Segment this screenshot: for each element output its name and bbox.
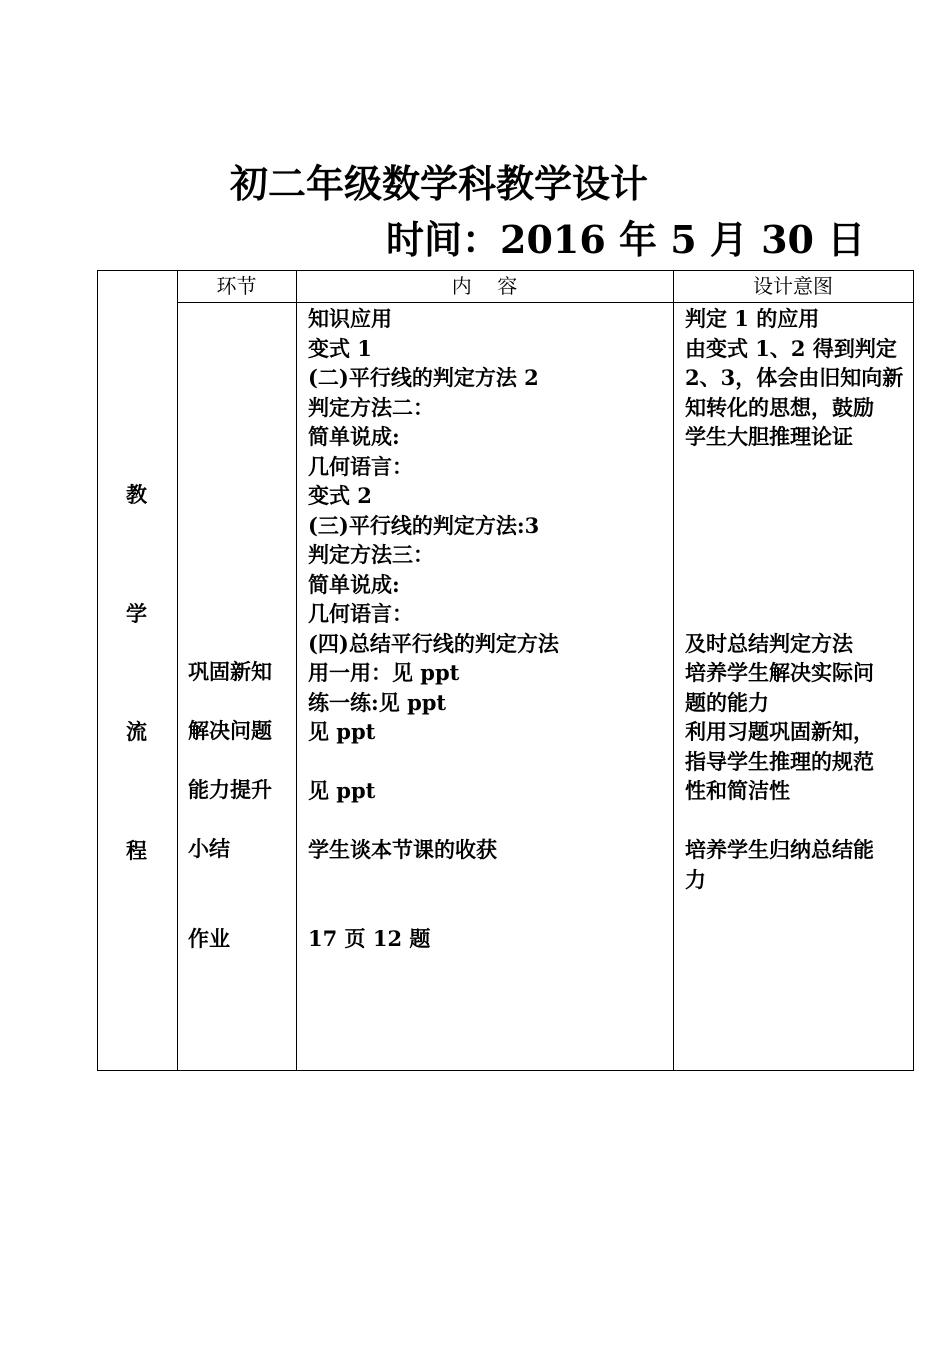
content-line <box>308 865 668 895</box>
lesson-plan-table <box>97 270 914 1071</box>
intent-line: 学生大胆推理论证 <box>685 424 853 449</box>
content-line: 变式 1 <box>308 335 372 361</box>
intent-line: 由变式 1、2 得到判定 <box>685 335 897 361</box>
content-line: 见 ppt <box>308 778 376 803</box>
intent-line: 培养学生归纳总结能 <box>685 837 874 862</box>
header-divider <box>177 302 913 303</box>
intent-line <box>685 481 910 511</box>
intent-column <box>685 304 910 894</box>
content-line: (四)总结平行线的判定方法 <box>308 630 559 656</box>
content-line: 见 ppt <box>308 719 376 744</box>
intent-line <box>685 599 910 629</box>
intent-line <box>685 570 910 600</box>
intent-line: 力 <box>685 866 706 892</box>
content-line <box>308 806 668 836</box>
content-line: 判定方法二： <box>308 394 434 420</box>
side-label-char: 教 <box>126 482 147 507</box>
stage-label: 作业 <box>188 926 230 951</box>
content-line: (二)平行线的判定方法 2 <box>308 365 539 390</box>
intent-line: 知转化的思想，鼓励 <box>685 394 874 420</box>
stage-label: 能力提升 <box>188 777 272 802</box>
content-line: 几何语言： <box>308 453 413 479</box>
intent-line: 2、3，体会由旧知向新 <box>685 365 904 390</box>
header-content: 内 容 <box>451 274 518 298</box>
intent-line: 性和简洁性 <box>685 778 790 803</box>
date-line: 时间：2016 年 5 月 30 日 <box>386 217 866 262</box>
content-line: 判定方法三： <box>308 542 434 567</box>
column-divider <box>177 271 178 1070</box>
intent-line: 指导学生推理的规范 <box>685 748 874 774</box>
content-line: 变式 2 <box>308 483 372 508</box>
side-label-char: 学 <box>126 601 147 626</box>
content-column <box>308 304 668 953</box>
intent-line: 利用习题巩固新知， <box>685 719 874 744</box>
intent-line: 培养学生解决实际问 <box>685 660 874 685</box>
intent-line <box>685 452 910 482</box>
content-line: 几何语言： <box>308 601 413 626</box>
side-label-char: 流 <box>126 719 147 744</box>
header-intent: 设计意图 <box>753 274 833 298</box>
content-line: (三)平行线的判定方法:3 <box>308 512 540 538</box>
content-line <box>308 894 668 924</box>
intent-line <box>685 511 910 541</box>
content-line: 知识应用 <box>308 306 392 331</box>
content-line: 练一练:见 ppt <box>308 689 447 715</box>
content-line: 17 页 12 题 <box>308 925 431 951</box>
header-stage: 环节 <box>216 274 257 298</box>
content-line <box>308 747 668 777</box>
column-divider <box>673 271 674 1070</box>
intent-line: 判定 1 的应用 <box>685 306 820 331</box>
intent-line <box>685 540 910 570</box>
stage-label: 巩固新知 <box>188 659 272 684</box>
content-line: 用一用：见 ppt <box>308 660 460 685</box>
column-divider <box>296 271 297 1070</box>
content-line: 简单说成: <box>308 571 400 597</box>
intent-line: 题的能力 <box>685 689 769 715</box>
stage-label: 解决问题 <box>188 718 272 743</box>
intent-line <box>685 806 910 836</box>
content-line: 简单说成: <box>308 424 400 449</box>
intent-line: 及时总结判定方法 <box>685 630 853 656</box>
stage-label: 小结 <box>188 836 230 861</box>
content-line: 学生谈本节课的收获 <box>308 837 497 862</box>
document-title: 初二年级数学科教学设计 <box>229 161 648 206</box>
side-label-char: 程 <box>126 838 147 863</box>
